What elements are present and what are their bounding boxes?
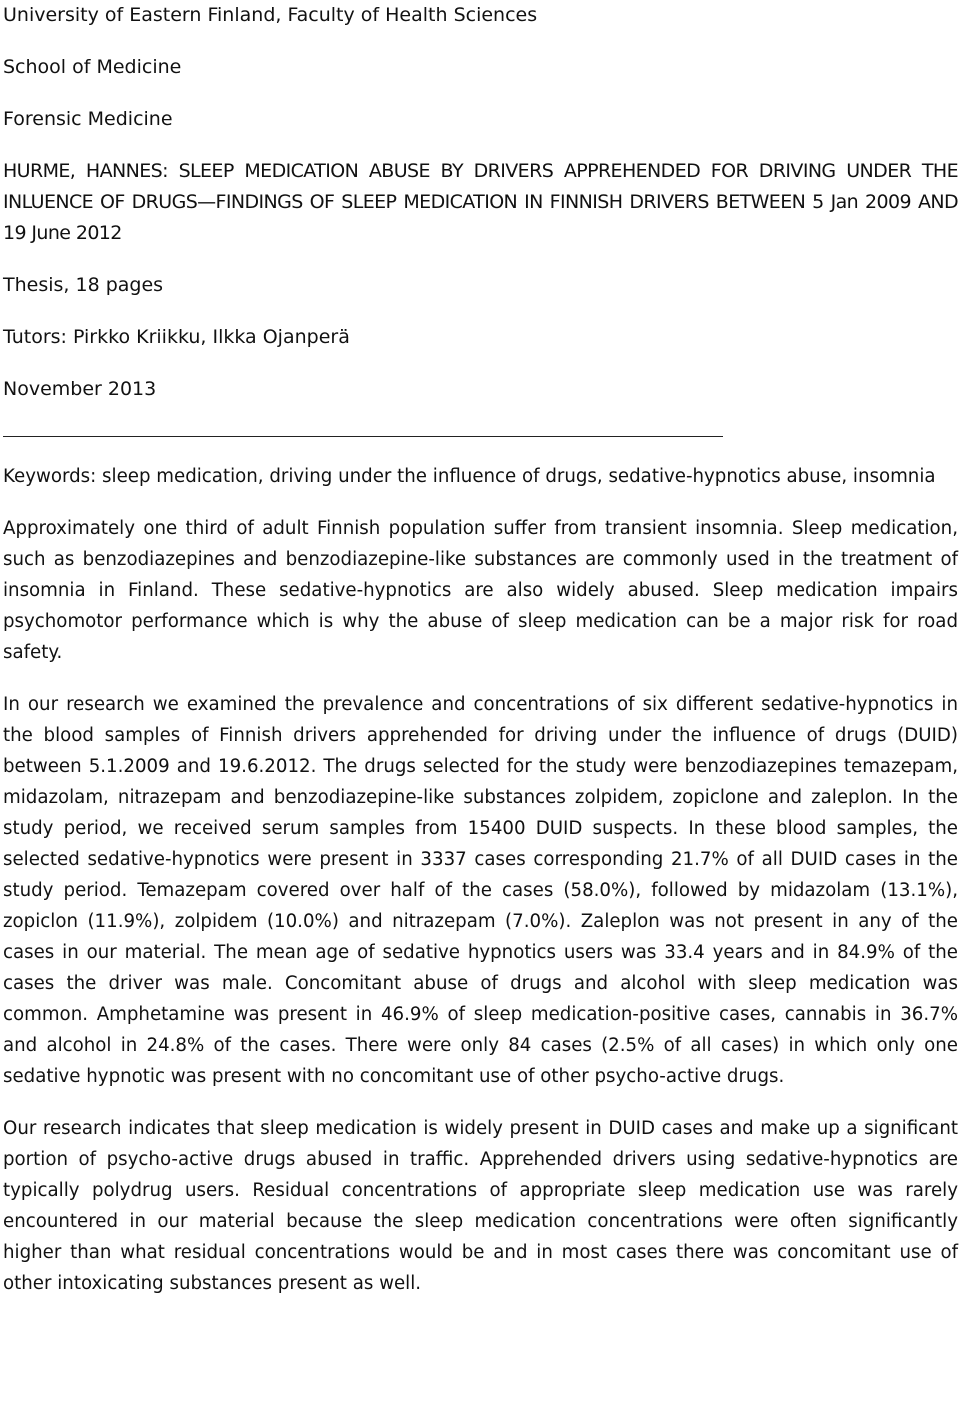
header-block	[3, 0, 958, 135]
abstract-paragraph-3: Our research indicates that sleep medication is widely present in DUID cases and make up a significant portion of psycho-active drugs abused in traffic. Apprehended drivers using sedative-hypnotics are typically polydrug users. Residual concentrations of appropriate sleep medication use was rarely encountered in our material because the sleep medication concentrations were often significantly higher than what residual concentrations would be and in most cases there was concomitant use of other intoxicating substances present as well.	[3, 1118, 958, 1294]
keywords-line: Keywords: sleep medication, driving under the influence of drugs, sedative-hypnotics abuse, insomnia	[3, 466, 936, 487]
university-line: University of Eastern Finland, Faculty of Health Sciences	[3, 4, 538, 26]
department-line: Forensic Medicine	[3, 108, 173, 130]
date-line: November 2013	[3, 378, 157, 400]
thesis-info: Thesis, 18 pages	[3, 274, 164, 296]
thesis-title: HURME, HANNES: SLEEP MEDICATION ABUSE BY DRIVERS APPREHENDED FOR DRIVING UNDER THE INLUENCE OF DRUGS—FINDINGS OF SLEEP MEDICATION IN FINNISH DRIVERS BETWEEN 5 Jan 2009 AND 19 June 2012	[3, 160, 958, 244]
separator-rule	[3, 436, 723, 437]
tutors-line: Tutors: Pirkko Kriikku, Ilkka Ojanperä	[3, 326, 350, 348]
abstract-paragraph-2: In our research we examined the prevalence and concentrations of six different sedative-hypnotics in the blood samples of Finnish drivers apprehended for driving under the influence of drugs (DUID) between 5.1.2009 and 19.6.2012. The drugs selected for the study were benzodiazepines temazepam, midazolam, nitrazepam and benzodiazepine-like substances zolpidem, zopiclone and zaleplon. In the study period, we received serum samples from 15400 DUID suspects. In these blood samples, the selected sedative-hypnotics were present in 3337 cases corresponding 21.7% of all DUID cases in the study period. Temazepam covered over half of the cases (58.0%), followed by midazolam (13.1%), zopiclon (11.9%), zolpidem (10.0%) and nitrazepam (7.0%). Zaleplon was not present in any of the cases in our material. The mean age of sedative hypnotics users was 33.4 years and in 84.9% of the cases the driver was male. Concomitant abuse of drugs and alcohol with sleep medication was common. Amphetamine was present in 46.9% of sleep medication-positive cases, cannabis in 36.7% and alcohol in 24.8% of the cases. There were only 84 cases (2.5% of all cases) in which only one sedative hypnotic was present with no concomitant use of other psycho-active drugs.	[3, 694, 958, 1087]
school-line: School of Medicine	[3, 56, 182, 78]
abstract-paragraph-1: Approximately one third of adult Finnish population suffer from transient insomnia. Sleep medication, such as benzodiazepines and benzodiazepine-like substances are commonly used in the treatment of insomnia in Finland. These sedative-hypnotics are also widely abused. Sleep medication impairs psychomotor performance which is why the abuse of sleep medication can be a major risk for road safety.	[3, 518, 958, 663]
